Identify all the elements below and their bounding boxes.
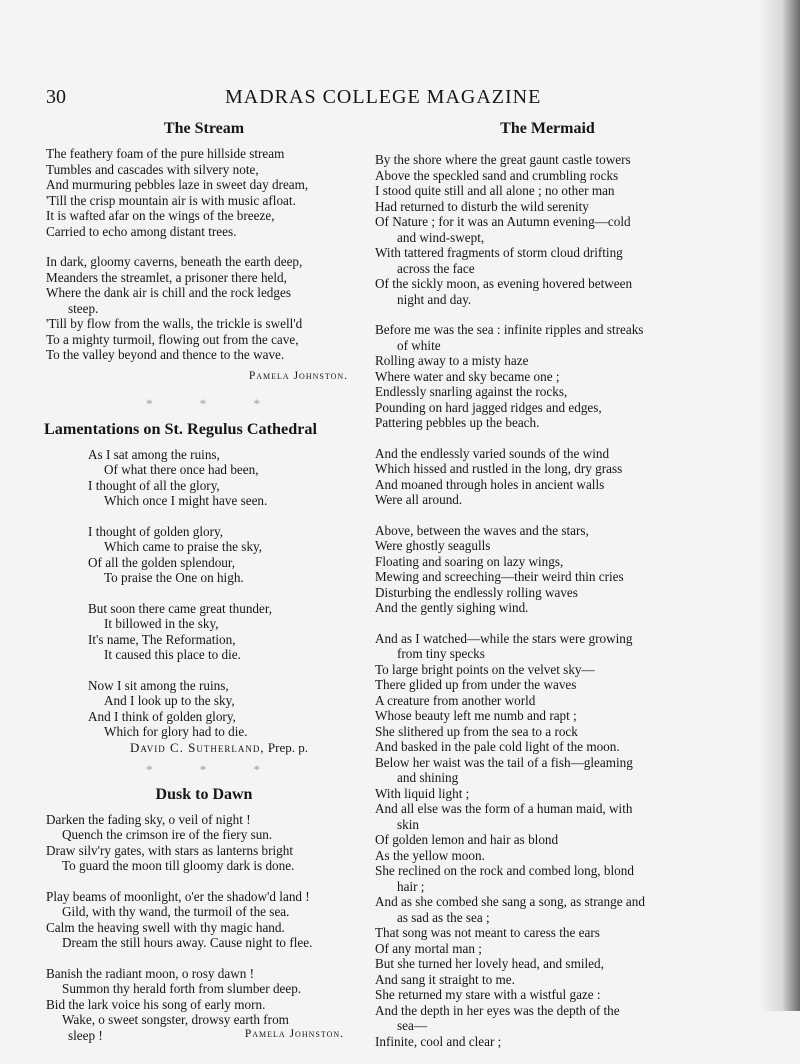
poem-line: Of golden lemon and hair as blond xyxy=(375,832,559,847)
poem-line: Of Nature ; for it was an Autumn evening—cold xyxy=(375,214,631,229)
poem-line: And I think of golden glory, xyxy=(88,708,236,724)
stanza xyxy=(46,254,362,363)
stanza xyxy=(375,152,720,307)
magazine-title: MADRAS COLLEGE MAGAZINE xyxy=(225,86,542,108)
poem-line: Infinite, cool and clear ; xyxy=(375,1033,502,1049)
stanza xyxy=(375,523,720,616)
poem-line: Of the sickly moon, as evening hovered between xyxy=(375,276,633,291)
poem-line: It's name, The Reformation, xyxy=(88,631,236,647)
poem-line: Dream the still hours away. Cause night to flee. xyxy=(62,935,313,950)
poem-line: And basked in the pale cold light of the moon. xyxy=(375,739,620,754)
poem-line: Carried to echo among distant trees. xyxy=(46,223,237,239)
poem-line: To the valley beyond and thence to the wave. xyxy=(46,347,285,362)
poem-line: To praise the One on high. xyxy=(104,570,244,585)
poem-line: steep. xyxy=(68,300,99,316)
poem-line: Meanders the streamlet, a prisoner there held, xyxy=(46,269,287,285)
poem-line: hair ; xyxy=(397,878,425,894)
poem-line: Banish the radiant moon, o rosy dawn ! xyxy=(46,965,255,981)
poem-line: Whose beauty left me numb and rapt ; xyxy=(375,708,577,723)
poem-line: Wake, o sweet songster, drowsy earth from xyxy=(62,1012,289,1027)
poem-title-the-mermaid: The Mermaid xyxy=(500,120,595,137)
poem-line: She slithered up from the sea to a rock xyxy=(375,723,578,739)
author-name: David C. Sutherland, xyxy=(130,739,265,755)
poem-line: To large bright points on the velvet sky— xyxy=(375,661,595,677)
poem-title-the-stream: The Stream xyxy=(163,120,245,137)
poem-line: Endlessly snarling against the rocks, xyxy=(375,384,568,399)
poem-line: And as she combed she sang a song, as strange and xyxy=(375,894,645,909)
poem-line: I thought of all the glory, xyxy=(88,477,220,493)
poem-line: To a mighty turmoil, flowing out from the cave, xyxy=(46,331,299,347)
poem-line: As the yellow moon. xyxy=(375,847,485,863)
stanza xyxy=(88,678,362,740)
poem-line: Now I sit among the ruins, xyxy=(88,677,229,693)
stanza xyxy=(46,889,362,951)
page-edge-shadow xyxy=(760,0,800,1011)
poem-line: Which for glory had to die. xyxy=(104,724,248,739)
poem-line: Which hissed and rustled in the long, dry grass xyxy=(375,461,623,476)
poem-line: In dark, gloomy caverns, beneath the earth deep, xyxy=(46,254,303,269)
stanza xyxy=(88,447,362,509)
stanza xyxy=(88,524,362,586)
stanza xyxy=(375,446,720,508)
poem-line: She returned my stare with a wistful gaze : xyxy=(375,987,601,1002)
poem-line: Before me was the sea : infinite ripples and streaks xyxy=(375,322,644,337)
poem-line: Where water and sky became one ; xyxy=(375,368,560,384)
poem-line: Of any mortal man ; xyxy=(375,940,482,956)
poem-line: Were all around. xyxy=(375,492,463,507)
stanza xyxy=(46,812,362,874)
page-number: 30 xyxy=(46,86,66,108)
poem-line: Rolling away to a misty haze xyxy=(375,353,529,368)
poem-line: Disturbing the endlessly rolling waves xyxy=(375,584,578,600)
poem-line: Of what there once had been, xyxy=(104,462,259,477)
poem-line: from tiny specks xyxy=(397,646,485,661)
poem-line: And moaned through holes in ancient walls xyxy=(375,476,605,492)
poem-line: I stood quite still and all alone ; no other man xyxy=(375,183,615,198)
poem-line: Draw silv'ry gates, with stars as lanterns bright xyxy=(46,842,294,858)
poem-line: of white xyxy=(397,337,441,353)
poem-line: Summon thy herald forth from slumber deep. xyxy=(62,981,302,996)
poem-line: It is wafted afar on the wings of the breeze, xyxy=(46,208,275,223)
poem-lamentations xyxy=(46,447,362,740)
poem-line: night and day. xyxy=(397,291,472,307)
poem-line: Play beams of moonlight, o'er the shadow'd land ! xyxy=(46,888,310,904)
poem-line: 'Till by flow from the walls, the trickle is swell'd xyxy=(46,316,303,331)
poem-line: sleep ! xyxy=(68,1027,103,1043)
poem-line: As I sat among the ruins, xyxy=(88,446,220,462)
poem-line: and wind-swept, xyxy=(397,229,485,245)
right-column xyxy=(375,120,720,1064)
poem-line: And I look up to the sky, xyxy=(104,693,235,708)
poem-line: And the depth in her eyes was the depth of the xyxy=(375,1002,620,1018)
poem-line: And the endlessly varied sounds of the wind xyxy=(375,445,610,461)
poem-dusk-to-dawn xyxy=(46,812,362,1044)
poem-line: And murmuring pebbles laze in sweet day dream, xyxy=(46,177,309,192)
poem-line: Above the speckled sand and crumbling rocks xyxy=(375,167,619,183)
section-separator: * * * xyxy=(146,395,282,411)
poem-line: Mewing and screeching—their weird thin cries xyxy=(375,569,624,584)
poem-line: skin xyxy=(397,816,419,832)
poem-line: Darken the fading sky, o veil of night ! xyxy=(46,811,251,827)
poem-line: Floating and soaring on lazy wings, xyxy=(375,553,564,569)
poem-line: The feathery foam of the pure hillside stream xyxy=(46,146,285,161)
author-signature: Pamela Johnston. xyxy=(244,1028,344,1040)
poem-line: Below her waist was the tail of a fish—gleaming xyxy=(375,754,633,770)
poem-line: as sad as the sea ; xyxy=(397,909,490,925)
poem-line: She reclined on the rock and combed long, blond xyxy=(375,863,634,878)
poem-line: Bid the lark voice his song of early morn. xyxy=(46,996,266,1012)
poem-line: and shining xyxy=(397,770,459,785)
poem-line: But she turned her lovely head, and smiled, xyxy=(375,956,604,971)
stanza xyxy=(46,146,362,239)
poem-line: To guard the moon till gloomy dark is done. xyxy=(62,858,295,873)
poem-line: And as I watched—while the stars were growing xyxy=(375,630,633,646)
poem-line: By the shore where the great gaunt castle towers xyxy=(375,152,631,167)
poem-line: across the face xyxy=(397,260,475,276)
stanza xyxy=(375,322,720,431)
section-separator: * * * xyxy=(146,761,282,777)
poem-the-mermaid xyxy=(375,152,720,1049)
poem-line: But soon there came great thunder, xyxy=(88,600,273,616)
poem-line: I thought of golden glory, xyxy=(88,523,224,539)
poem-line: Tumbles and cascades with silvery note, xyxy=(46,161,259,177)
poem-line: Where the dank air is chill and the rock ledges xyxy=(46,285,291,300)
poem-title-lamentations: Lamentations on St. Regulus Cathedral xyxy=(44,419,317,438)
stanza xyxy=(375,631,720,1050)
poem-line: Were ghostly seagulls xyxy=(375,538,491,553)
poem-line: Had returned to disturb the wild serenity xyxy=(375,198,589,214)
poem-line: Gild, with thy wand, the turmoil of the sea. xyxy=(62,904,290,919)
author-signature xyxy=(46,740,308,756)
left-column xyxy=(46,120,362,1054)
poem-line: Pounding on hard jagged ridges and edges, xyxy=(375,399,602,415)
poem-title-dusk-to-dawn: Dusk to Dawn xyxy=(155,785,253,803)
poem-line: 'Till the crisp mountain air is with music afloat. xyxy=(46,192,296,208)
stanza xyxy=(88,601,362,663)
poem-line: Which came to praise the sky, xyxy=(104,539,263,554)
poem-the-stream xyxy=(46,146,362,363)
poem-line: With liquid light ; xyxy=(375,785,470,801)
poem-line: A creature from another world xyxy=(375,692,536,708)
author-signature: Pamela Johnston. xyxy=(248,369,348,382)
poem-line: It billowed in the sky, xyxy=(104,616,219,631)
poem-line: Above, between the waves and the stars, xyxy=(375,522,589,538)
poem-line: Calm the heaving swell with thy magic hand. xyxy=(46,919,285,935)
poem-line: And sang it straight to me. xyxy=(375,971,515,987)
poem-line: Which once I might have seen. xyxy=(104,493,268,508)
author-class: Prep. p. xyxy=(267,739,308,755)
poem-line: Quench the crimson ire of the fiery sun. xyxy=(62,827,273,842)
poem-line: And the gently sighing wind. xyxy=(375,600,529,615)
poem-line: There glided up from under the waves xyxy=(375,677,577,692)
poem-line: Of all the golden splendour, xyxy=(88,554,236,570)
poem-line: And all else was the form of a human maid, with xyxy=(375,801,633,816)
poem-line: Pattering pebbles up the beach. xyxy=(375,415,540,430)
poem-line: That song was not meant to caress the ears xyxy=(375,925,600,940)
poem-line: sea— xyxy=(397,1018,428,1033)
poem-line: It caused this place to die. xyxy=(104,647,241,662)
poem-line: With tattered fragments of storm cloud drifting xyxy=(375,245,623,260)
